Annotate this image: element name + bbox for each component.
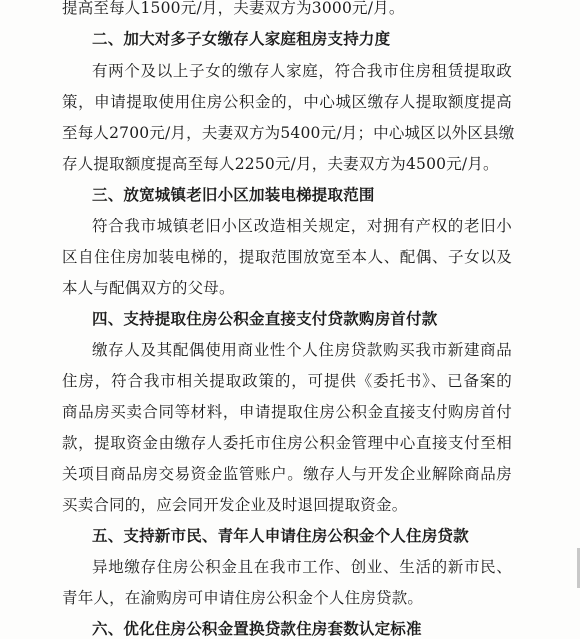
paragraph-line: 关项目商品房交易资金监管账户。缴存人与开发企业解除商品房 [62, 465, 512, 483]
paragraph-line: 有两个及以上子女的缴存人家庭，符合我市住房租赁提取政 [92, 62, 512, 80]
paragraph-line: 本人与配偶双方的父母。 [62, 279, 235, 297]
paragraph-line: 存人提取额度提高至每人2250元/月，夫妻双方为4500元/月。 [62, 155, 499, 173]
section-heading-5: 五、支持新市民、青年人申请住房公积金个人住房贷款 [92, 527, 469, 545]
paragraph-line: 区自住住房加装电梯的，提取范围放宽至本人、配偶、子女以及 [62, 248, 512, 266]
section-heading-4: 四、支持提取住房公积金直接支付贷款购房首付款 [92, 310, 438, 328]
section-heading-2: 二、加大对多子女缴存人家庭租房支持力度 [92, 30, 391, 48]
paragraph-line: 缴存人及其配偶使用商业性个人住房贷款购买我市新建商品 [92, 341, 512, 359]
paragraph-line: 至每人2700元/月，夫妻双方为5400元/月；中心城区以外区县缴 [62, 124, 515, 142]
section-heading-6: 六、优化住房公积金置换贷款住房套数认定标准 [92, 620, 422, 638]
paragraph-line: 住房，符合我市相关提取政策的，可提供《委托书》、已备案的 [62, 372, 512, 390]
paragraph-line: 商品房买卖合同等材料，申请提取住房公积金直接支付购房首付 [62, 403, 512, 421]
section-heading-3: 三、放宽城镇老旧小区加装电梯提取范围 [92, 186, 375, 204]
paragraph-line: 提高至每人1500元/月，夫妻双方为3000元/月。 [62, 0, 405, 17]
paragraph-line: 青年人，在渝购房可申请住房公积金个人住房贷款。 [62, 589, 424, 607]
paragraph-line: 异地缴存住房公积金且在我市工作、创业、生活的新市民、 [92, 558, 512, 576]
paragraph-line: 款，提取资金由缴存人委托市住房公积金管理中心直接支付至相 [62, 434, 512, 452]
paragraph-line: 策，申请提取使用住房公积金的，中心城区缴存人提取额度提高 [62, 93, 512, 111]
paragraph-line: 买卖合同的，应会同开发企业及时退回提取资金。 [62, 496, 408, 514]
paragraph-line: 符合我市城镇老旧小区改造相关规定，对拥有产权的老旧小 [92, 217, 512, 235]
